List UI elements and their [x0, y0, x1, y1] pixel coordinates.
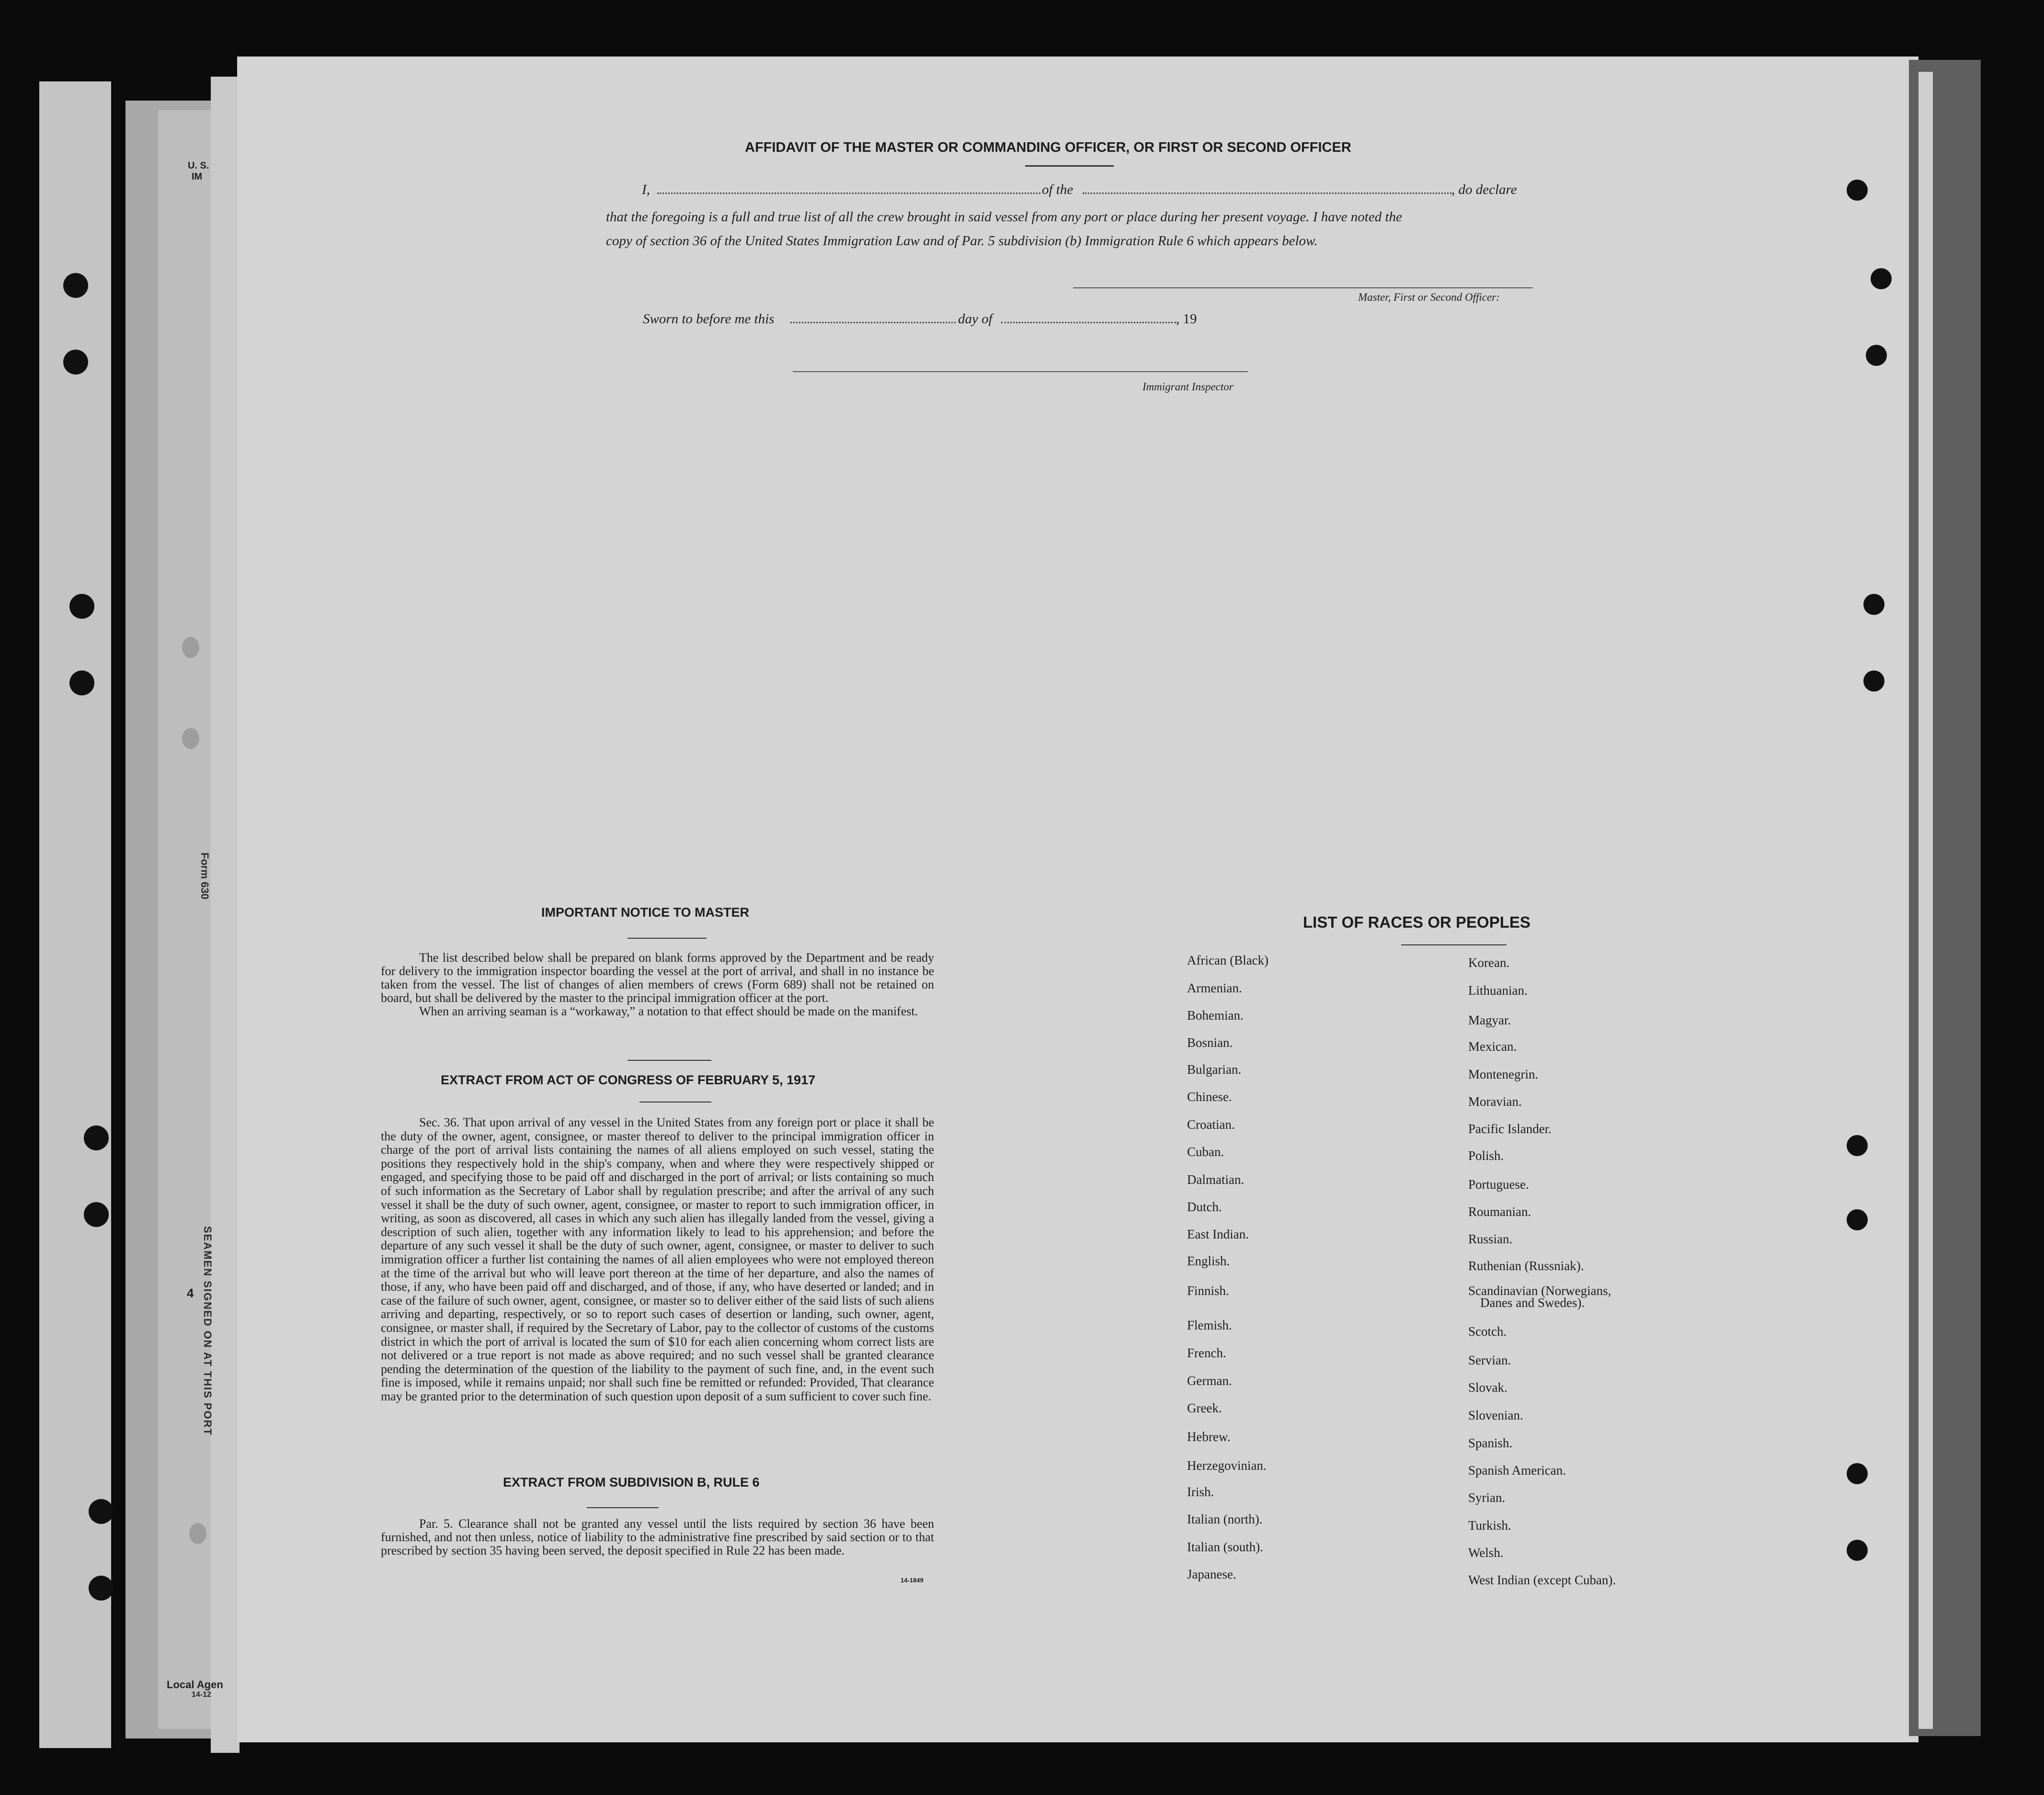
race-item: Welsh. — [1468, 1545, 1504, 1560]
race-item: Polish. — [1468, 1148, 1504, 1163]
race-item: Bulgarian. — [1187, 1062, 1242, 1077]
punch-hole — [1863, 670, 1884, 692]
sworn-month-field[interactable] — [1001, 322, 1176, 323]
rule-text — [381, 1517, 934, 1557]
punch-hole — [89, 1499, 114, 1524]
notice-title: IMPORTANT NOTICE TO MASTER — [541, 905, 749, 920]
race-item: East Indian. — [1187, 1227, 1249, 1241]
race-item: Cuban. — [1187, 1145, 1224, 1159]
sworn-text: Sworn to before me this — [643, 311, 775, 327]
race-item: Bosnian. — [1187, 1035, 1233, 1050]
punch-hole — [84, 1125, 109, 1150]
punch-hole — [1847, 1540, 1868, 1561]
race-item: Ruthenian (Russniak). — [1468, 1259, 1584, 1273]
race-item: Moravian. — [1468, 1094, 1522, 1109]
sheet-bottom-label: Local Agen — [167, 1679, 223, 1691]
print-code: 14-1849 — [901, 1577, 924, 1584]
notice-rule — [628, 938, 707, 939]
punch-hole — [63, 273, 88, 298]
sworn-day-of: day of — [958, 311, 993, 327]
sworn-day-field[interactable] — [790, 322, 956, 323]
background-sheet-under — [211, 77, 240, 1753]
race-item: Italian (north). — [1187, 1512, 1263, 1526]
notice-end-rule — [628, 1060, 711, 1061]
affidavit-line-2: that the foregoing is a full and true list of all the crew brought in said vessel from any port or place during her present voyage. I have noted the — [606, 209, 1402, 225]
race-item: Danes and Swedes). — [1480, 1295, 1585, 1310]
affidavit-i: I, — [642, 182, 650, 197]
act-paragraph: Sec. 36. That upon arrival of any vessel in the United States from any foreign port or place it shall be the duty of the owner, agent, consignee, or master thereof to deliver to the principal immigration officer in charge of the port of arrival lists containing the names of all aliens employed on such vessel, stating the positions they respectively hold in the ship's company, when and where they were respectively shipped or engaged, and specifying those to be paid off and discharged in the port of arrival; or lists containing so much of such information as the Secretary of Labor shall by regulation prescribe; and after the arrival of any such vessel it shall be the duty of such owner, agent, consignee, or master to report to such immigration officer, in writing, as soon as discovered, all cases in which any such alien has illegally landed from the vessel, giving a description of such alien, together with any information likely to lead to his apprehension; and before the departure of any such vessel it shall be the duty of such owner, agent, consignee, or master to deliver to such immigration officer a further list containing the names of all alien employees who were not employed thereon at the time of the arrival but who will leave port thereon at the time of her departure, and also the names of those, if any, who have been paid off and discharged, and of those, if any, who have deserted or landed; and in case of the failure of such owner, agent, consignee, or master so to deliver either of the said lists of such aliens arriving and departing, respectively, or so to report such cases of desertion or landing, such owner, agent, consignee, or master shall, if required by the Secretary of Labor, pay to the collector of customs of the customs district in which the port of arrival is located the sum of $10 for each alien concerning whom correct lists are not delivered or a true report is not made as above required; and no such vessel shall be granted clearance pending the determination of the question of the liability to the payment of such fine, and, in the event such fine is imposed, while it remains unpaid; nor shall such fine be remitted or refunded: Provided, That clearance may be granted prior to the determination of such question upon deposit of a sum sufficient to cover such fine. — [381, 1115, 934, 1403]
race-item: Turkish. — [1468, 1518, 1511, 1533]
race-item: Lithuanian. — [1468, 983, 1528, 998]
inspector-label: Immigrant Inspector — [1142, 381, 1233, 393]
master-signature-label: Master, First or Second Officer: — [1358, 291, 1500, 303]
rule-paragraph: Par. 5. Clearance shall not be granted any vessel until the lists required by section 36 have been furnished, and not then unless, notice of liability to the administrative fine prescribed by said section or to that prescribed by section 35 having been served, the deposit specified in Rule 22 has been made. — [381, 1517, 934, 1557]
sheet-bottom-code: 14-12 — [192, 1691, 211, 1699]
race-item: Irish. — [1187, 1485, 1214, 1499]
rule-rule — [587, 1507, 659, 1508]
title-rule — [1025, 165, 1114, 167]
races-title: LIST OF RACES OR PEOPLES — [1303, 913, 1530, 931]
punch-hole — [189, 1523, 206, 1544]
race-item: Japanese. — [1187, 1567, 1236, 1581]
act-title: EXTRACT FROM ACT OF CONGRESS OF FEBRUARY 5, 1917 — [441, 1073, 816, 1087]
race-item: Scotch. — [1468, 1324, 1507, 1339]
background-sheet-edge — [158, 110, 216, 1729]
race-item: Dalmatian. — [1187, 1172, 1245, 1187]
notice-paragraph-1: The list described below shall be prepared on blank forms approved by the Department and be ready for delivery to the immigration inspector boarding the vessel at the port of arrival, and shall in no instance be taken from the vessel. The list of changes of alien members of crews (Form 689) shall not be retained on board, but shall be delivered by the master to the principal immigration officer at the port. — [381, 951, 934, 1005]
punch-hole — [1847, 1135, 1868, 1156]
race-item: Slovak. — [1468, 1380, 1507, 1395]
notice-paragraph-2: When an arriving seaman is a “workaway,” a notation to that effect should be made on the manifest. — [419, 1004, 918, 1018]
race-item: Bohemian. — [1187, 1008, 1244, 1022]
punch-hole — [1866, 345, 1887, 366]
race-item: Hebrew. — [1187, 1430, 1231, 1444]
race-item: Spanish American. — [1468, 1463, 1566, 1477]
race-item: Roumanian. — [1468, 1204, 1531, 1219]
sworn-year: , 19 — [1176, 311, 1197, 327]
notice-text — [381, 951, 934, 1018]
master-name-field[interactable] — [657, 193, 1040, 194]
race-item: Spanish. — [1468, 1436, 1513, 1450]
punch-hole — [1871, 268, 1892, 289]
inspector-signature-line[interactable] — [793, 371, 1248, 372]
race-item: Pacific Islander. — [1468, 1122, 1552, 1136]
race-item: Magyar. — [1468, 1013, 1511, 1027]
form-page — [237, 57, 1918, 1742]
race-item: French. — [1187, 1346, 1226, 1360]
punch-hole — [1863, 594, 1884, 615]
race-item: Herzegovinian. — [1187, 1458, 1267, 1473]
background-sheet-far — [39, 81, 111, 1748]
sheet-vertical-caption: SEAMEN SIGNED ON AT THIS PORT — [202, 1226, 214, 1436]
sheet-form-label: Form 630 — [199, 852, 211, 899]
race-item: Armenian. — [1187, 981, 1242, 995]
punch-hole — [1847, 1209, 1868, 1230]
punch-hole — [69, 594, 94, 619]
race-item: Russian. — [1468, 1232, 1513, 1246]
sheet-number: 4 — [187, 1286, 194, 1300]
affidavit-line-3: copy of section 36 of the United States Immigration Law and of Par. 5 subdivision (b) Immigration Rule 6 which appears below. — [606, 233, 1318, 249]
rule-title: EXTRACT FROM SUBDIVISION B, RULE 6 — [503, 1475, 760, 1489]
race-item: West Indian (except Cuban). — [1468, 1573, 1616, 1587]
race-item: Greek. — [1187, 1401, 1222, 1415]
race-item: Scandinavian (Norwegians, — [1468, 1284, 1611, 1298]
vessel-name-field[interactable] — [1083, 193, 1451, 194]
race-item: Montenegrin. — [1468, 1067, 1539, 1081]
race-item: Dutch. — [1187, 1200, 1222, 1214]
sheet-top-mark-2: IM — [192, 171, 203, 182]
race-item: Slovenian. — [1468, 1408, 1523, 1422]
act-text — [381, 1116, 934, 1403]
race-item: African (Black) — [1187, 953, 1269, 967]
races-rule — [1401, 944, 1507, 945]
punch-hole — [182, 728, 199, 749]
affidavit-of-the: of the — [1042, 182, 1073, 197]
race-item: Mexican. — [1468, 1039, 1517, 1054]
sheet-top-mark: U. S. — [188, 160, 209, 171]
race-item: Portuguese. — [1468, 1177, 1529, 1192]
punch-hole — [84, 1202, 109, 1227]
affidavit-do-declare: , do declare — [1451, 182, 1517, 197]
race-item: Finnish. — [1187, 1284, 1229, 1298]
race-item: Italian (south). — [1187, 1540, 1263, 1554]
master-signature-line[interactable] — [1073, 287, 1533, 288]
page-right-edge-light — [1918, 72, 1933, 1729]
punch-hole — [1847, 180, 1868, 201]
punch-hole — [182, 637, 199, 658]
punch-hole — [1847, 1463, 1868, 1484]
race-item: Flemish. — [1187, 1318, 1232, 1332]
race-item: Syrian. — [1468, 1490, 1506, 1505]
punch-hole — [63, 350, 88, 375]
race-item: Servian. — [1468, 1353, 1511, 1367]
race-item: Chinese. — [1187, 1090, 1232, 1104]
race-item: German. — [1187, 1374, 1232, 1388]
race-item: Korean. — [1468, 955, 1510, 970]
race-item: Croatian. — [1187, 1117, 1235, 1132]
race-item: English. — [1187, 1254, 1230, 1268]
affidavit-title: AFFIDAVIT OF THE MASTER OR COMMANDING OFFICER, OR FIRST OR SECOND OFFICER — [745, 140, 1351, 155]
punch-hole — [69, 670, 94, 695]
punch-hole — [89, 1576, 114, 1601]
